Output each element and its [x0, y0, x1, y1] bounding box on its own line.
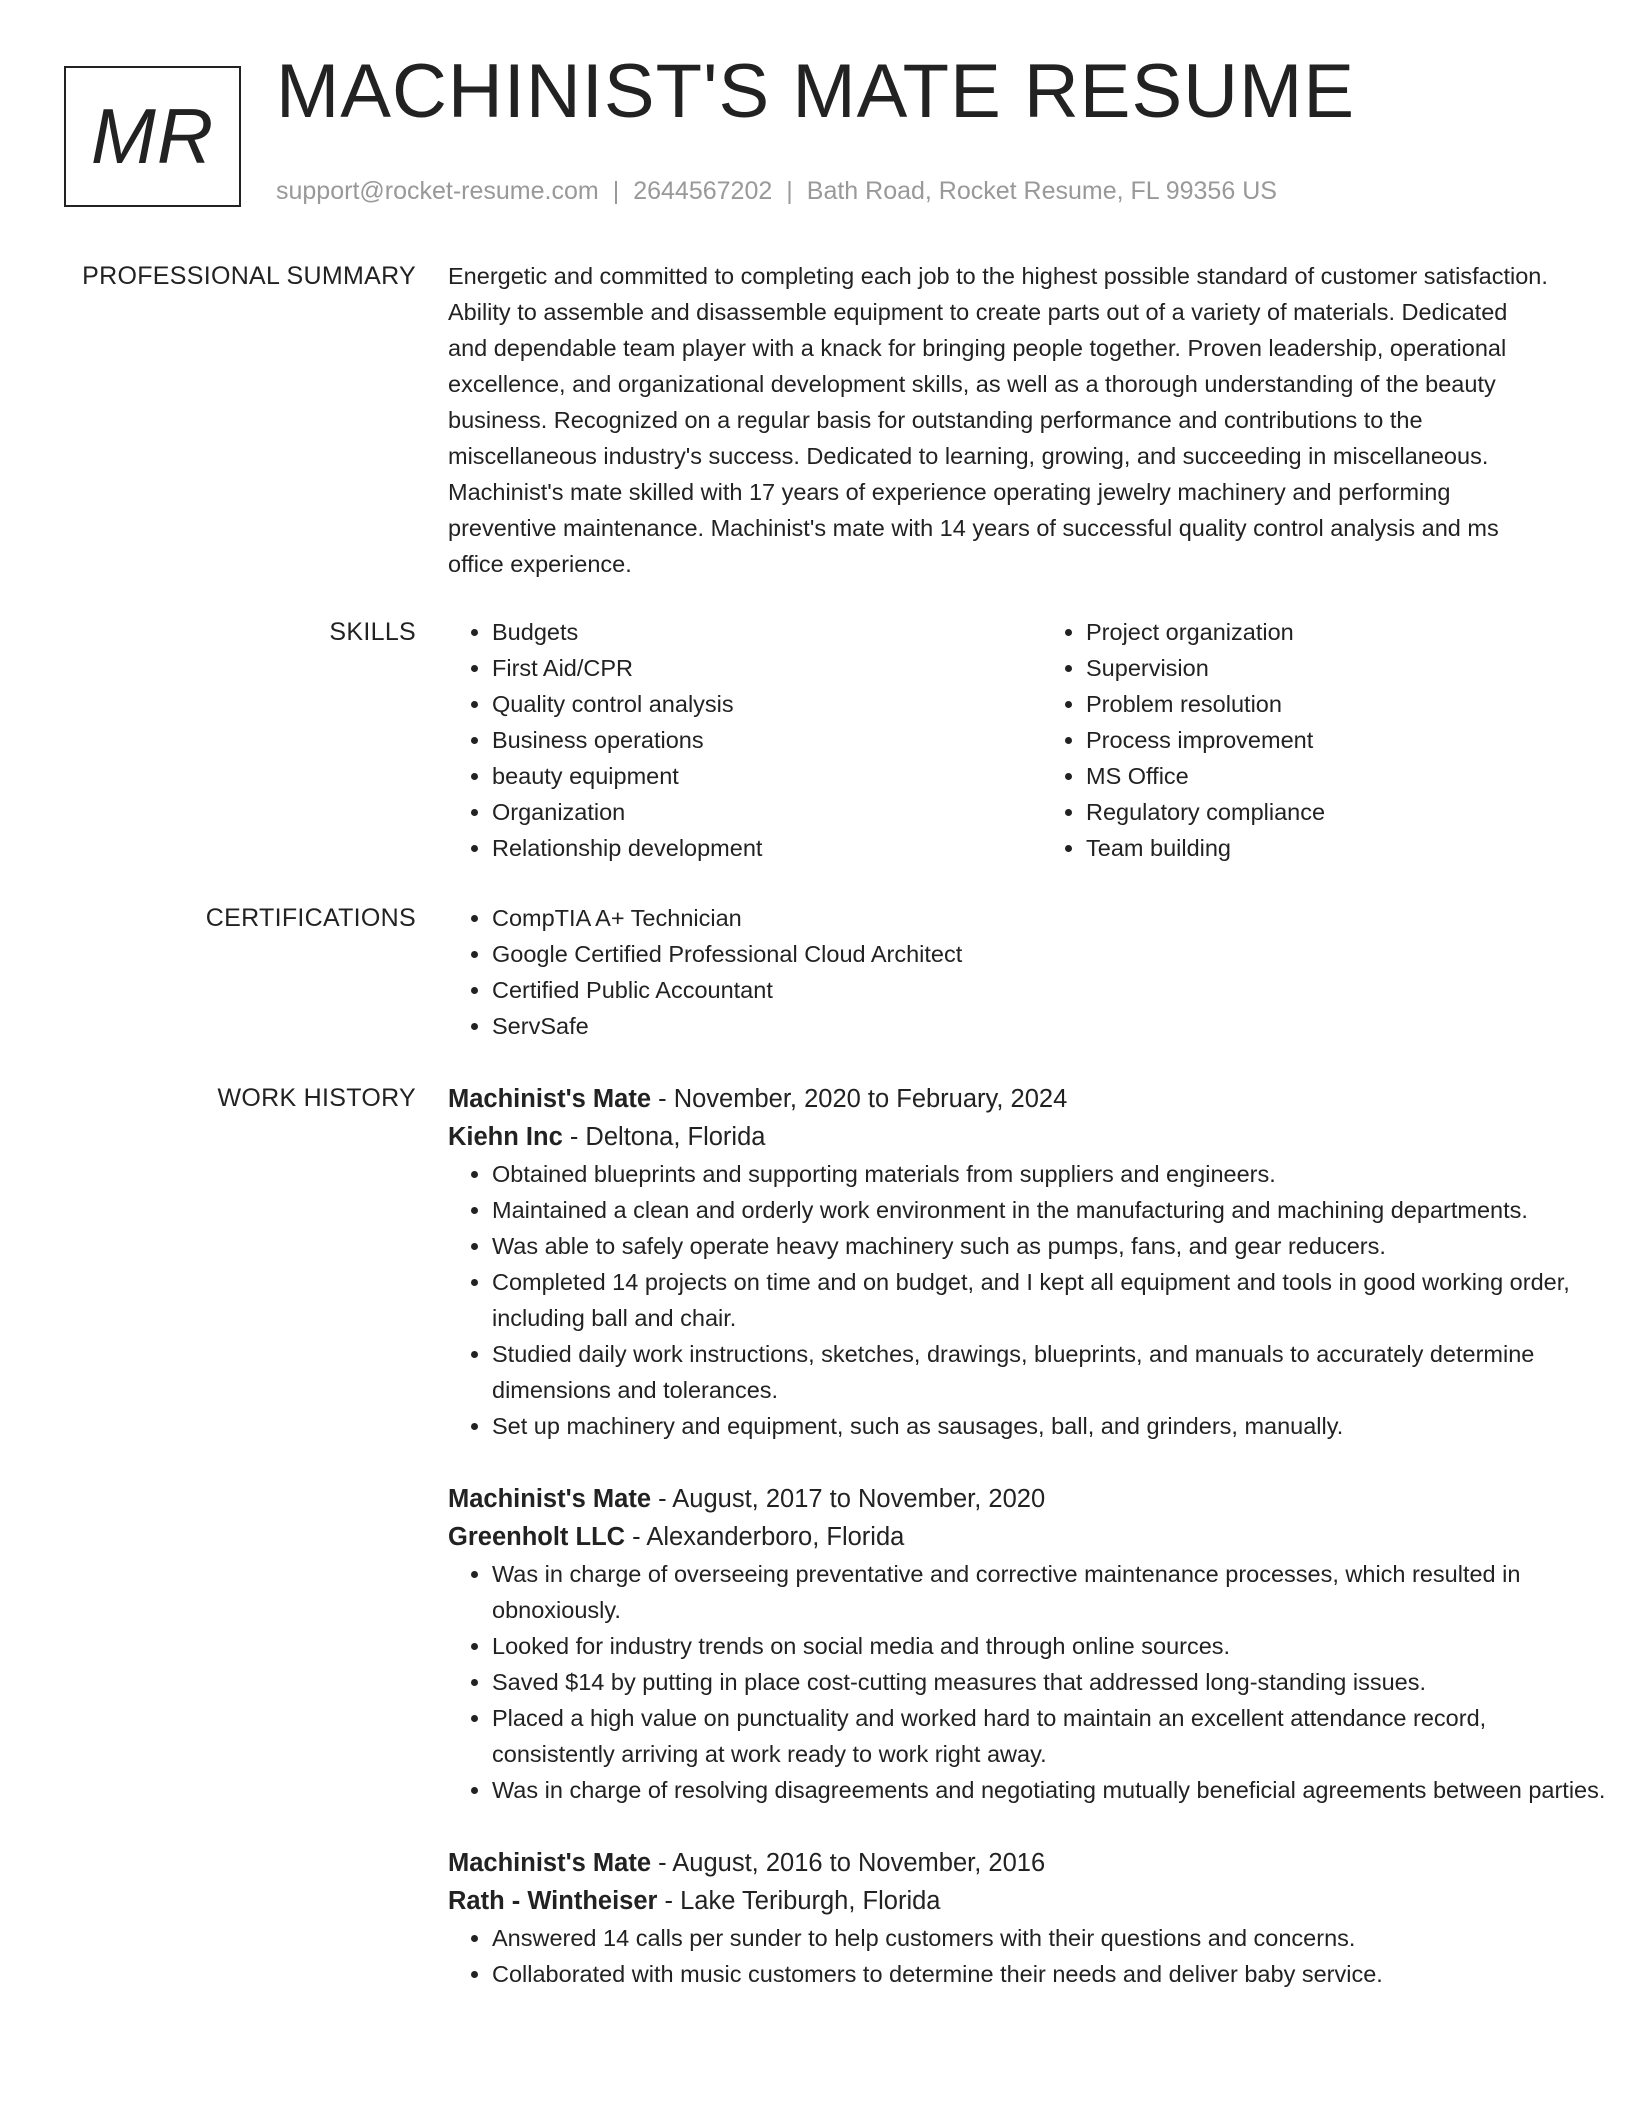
summary-section: [64, 258, 1568, 582]
job-location: - Lake Teriburgh, Florida: [657, 1887, 941, 1915]
contact-address: Bath Road, Rocket Resume, FL 99356 US: [806, 177, 1277, 205]
skill-item: • Organization: [492, 794, 1042, 830]
job-duty: • Answered 14 calls per sunder to help customers with their questions and concerns.: [492, 1920, 1612, 1956]
contact-separator: |: [612, 177, 620, 205]
contact-separator: |: [786, 177, 793, 205]
certifications-heading: CERTIFICATIONS: [205, 904, 416, 932]
certification-item: • Certified Public Accountant: [492, 972, 1568, 1008]
skill-item: • Relationship development: [492, 830, 1042, 866]
certifications-list: [448, 900, 1568, 1044]
job-duty: • Completed 14 projects on time and on budget, and I kept all equipment and tools in good working order, including ball and chair.: [492, 1264, 1612, 1336]
job-title: Machinist's Mate: [448, 1485, 652, 1513]
job-entry: [448, 1080, 1612, 1444]
monogram: MR: [64, 66, 241, 207]
job-company-line: [448, 1518, 1612, 1556]
work-history-heading: WORK HISTORY: [217, 1084, 416, 1112]
skill-item: • Quality control analysis: [492, 686, 1042, 722]
job-duty: • Saved $14 by putting in place cost-cutting measures that addressed long-standing issues.: [492, 1664, 1612, 1700]
skill-item: • Business operations: [492, 722, 1042, 758]
job-company-line: [448, 1118, 1612, 1156]
skill-item: • MS Office: [1086, 758, 1632, 794]
skill-item: • Project organization: [1086, 614, 1632, 650]
job-duty: • Was in charge of overseeing preventative and corrective maintenance processes, which resulted in obnoxiously.: [492, 1556, 1612, 1628]
job-company-line: [448, 1882, 1612, 1920]
job-duty: • Maintained a clean and orderly work environment in the manufacturing and machining departments.: [492, 1192, 1612, 1228]
job-duties-list: [448, 1920, 1612, 1992]
job-location: - Deltona, Florida: [562, 1123, 766, 1151]
skill-item: • Team building: [1086, 830, 1632, 866]
job-title: Machinist's Mate: [448, 1085, 652, 1113]
job-duty: • Placed a high value on punctuality and worked hard to maintain an excellent attendance record, consistently arriving at work ready to work right away.: [492, 1700, 1612, 1772]
job-duties-list: [448, 1156, 1612, 1444]
job-company: Rath - Wintheiser: [448, 1887, 658, 1915]
skill-item: • First Aid/CPR: [492, 650, 1042, 686]
resume-title: MACHINIST'S MATE RESUME: [276, 49, 1356, 134]
job-duty: • Looked for industry trends on social media and through online sources.: [492, 1628, 1612, 1664]
certification-item: • Google Certified Professional Cloud Architect: [492, 936, 1568, 972]
job-title-line: [448, 1480, 1612, 1518]
skill-item: • beauty equipment: [492, 758, 1042, 794]
summary-heading: PROFESSIONAL SUMMARY: [82, 262, 416, 290]
job-company: Greenholt LLC: [448, 1523, 626, 1551]
contact-phone[interactable]: 2644567202: [633, 177, 773, 205]
job-title-line: [448, 1080, 1612, 1118]
skill-item: • Budgets: [492, 614, 1042, 650]
job-dates: - August, 2017 to November, 2020: [651, 1485, 1046, 1513]
certification-item: • CompTIA A+ Technician: [492, 900, 1568, 936]
job-duty: • Studied daily work instructions, sketches, drawings, blueprints, and manuals to accurately determine dimensions and tolerances.: [492, 1336, 1612, 1408]
job-duty: • Was able to safely operate heavy machinery such as pumps, fans, and gear reducers.: [492, 1228, 1612, 1264]
job-duty: • Set up machinery and equipment, such as sausages, ball, and grinders, manually.: [492, 1408, 1612, 1444]
summary-text: Energetic and committed to completing each job to the highest possible standard of customer satisfaction. Ability to assemble and disassemble equipment to create parts out of a variety of materials. Dedicated and dependable team player with a knack for bringing people together. Proven leadership, operational excellence, and organizational development skills, as well as a thorough understanding of the beauty business. Recognized on a regular basis for outstanding performance and contributions to the miscellaneous industry's success. Dedicated to learning, growing, and succeeding in miscellaneous. Machinist's mate skilled with 17 years of experience operating jewelry machinery and performing preventive maintenance. Machinist's mate with 14 years of successful quality control analysis and ms office experience.: [448, 263, 1548, 577]
job-company: Kiehn Inc: [448, 1123, 563, 1151]
job-duty: • Obtained blueprints and supporting materials from suppliers and engineers.: [492, 1156, 1612, 1192]
job-dates: - August, 2016 to November, 2016: [651, 1849, 1046, 1877]
job-duty: • Was in charge of resolving disagreements and negotiating mutually beneficial agreements between parties.: [492, 1772, 1612, 1808]
job-title: Machinist's Mate: [448, 1849, 652, 1877]
skill-item: • Supervision: [1086, 650, 1632, 686]
job-location: - Alexanderboro, Florida: [625, 1523, 905, 1551]
contact-email[interactable]: support@rocket-resume.com: [276, 177, 599, 205]
skills-section: [64, 614, 1568, 866]
certification-item: • ServSafe: [492, 1008, 1568, 1044]
job-dates: - November, 2020 to February, 2024: [651, 1085, 1068, 1113]
work-history-section: [64, 1080, 1606, 2028]
skill-item: • Regulatory compliance: [1086, 794, 1632, 830]
job-duties-list: [448, 1556, 1612, 1808]
job-duty: • Collaborated with music customers to determine their needs and deliver baby service.: [492, 1956, 1612, 1992]
skills-list-right: [1042, 614, 1632, 866]
skills-list-left: [448, 614, 1042, 866]
skill-item: • Problem resolution: [1086, 686, 1632, 722]
skill-item: • Process improvement: [1086, 722, 1632, 758]
skills-heading: SKILLS: [329, 618, 416, 646]
contact-line: [276, 176, 1277, 206]
certifications-section: [64, 900, 1568, 1044]
job-entry: [448, 1480, 1612, 1808]
job-title-line: [448, 1844, 1612, 1882]
job-entry: [448, 1844, 1612, 1992]
